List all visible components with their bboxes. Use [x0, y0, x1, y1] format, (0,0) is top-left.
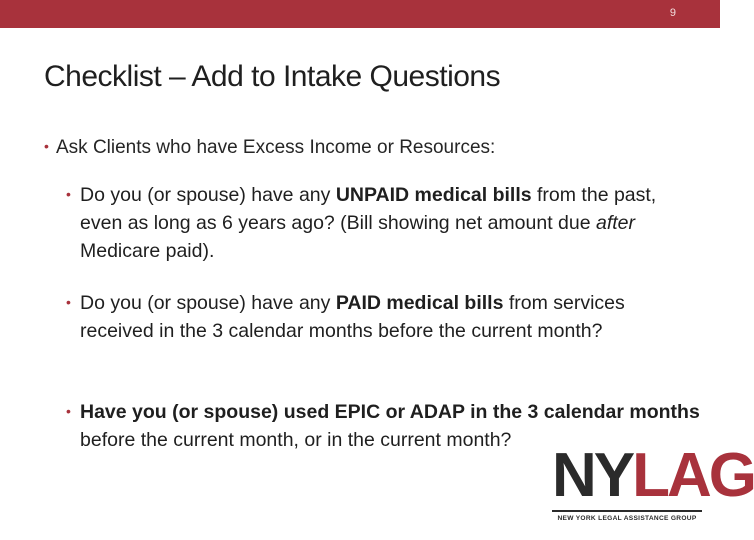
sub-bullet-text-part: from services received in the 3 calendar months before the current month? [80, 292, 625, 342]
bullet-dot-icon: • [44, 138, 49, 154]
main-bullet-text: Ask Clients who have Excess Income or Resources: [56, 137, 496, 158]
sub-bullet-text [80, 292, 625, 342]
main-bullet [44, 134, 684, 160]
sub-bullet-text [80, 184, 656, 262]
slide-title: Checklist – Add to Intake Questions [44, 60, 501, 93]
sub-bullet-text-part: before the current month, or in the current month? [80, 429, 512, 451]
slide-number: 9 [669, 7, 676, 19]
sub-bullet-text-part: Do you (or spouse) have any [80, 184, 336, 206]
logo-letters-dark: NY [552, 441, 633, 510]
bullet-dot-icon: • [66, 186, 71, 202]
sub-bullet-text-part: Do you (or spouse) have any [80, 292, 336, 314]
sub-bullet-paid-bills [66, 288, 700, 345]
sub-bullet-text-part: UNPAID medical bills [335, 184, 532, 206]
logo-letters-accent: LAG [632, 441, 754, 510]
bullet-dot-icon: • [66, 403, 71, 419]
sub-bullet-text-part: after [596, 212, 636, 234]
sub-bullet-text-part: PAID medical bills [335, 292, 504, 314]
bullet-dot-icon: • [66, 294, 71, 310]
sub-bullet-text-part: Medicare paid). [80, 240, 215, 262]
sub-bullet-text-part: from the past, even as long as 6 years ago? (Bill showing net amount due [80, 184, 657, 234]
sub-bullet-unpaid-bills [66, 180, 700, 265]
logo-subtitle: NEW YORK LEGAL ASSISTANCE GROUP [552, 510, 702, 526]
logo-letters [552, 441, 754, 510]
sub-bullet-text-part: Have you (or spouse) used EPIC or ADAP in the 3 calendar months [80, 401, 700, 423]
header-bar [0, 0, 720, 28]
nylag-logo [552, 441, 754, 526]
